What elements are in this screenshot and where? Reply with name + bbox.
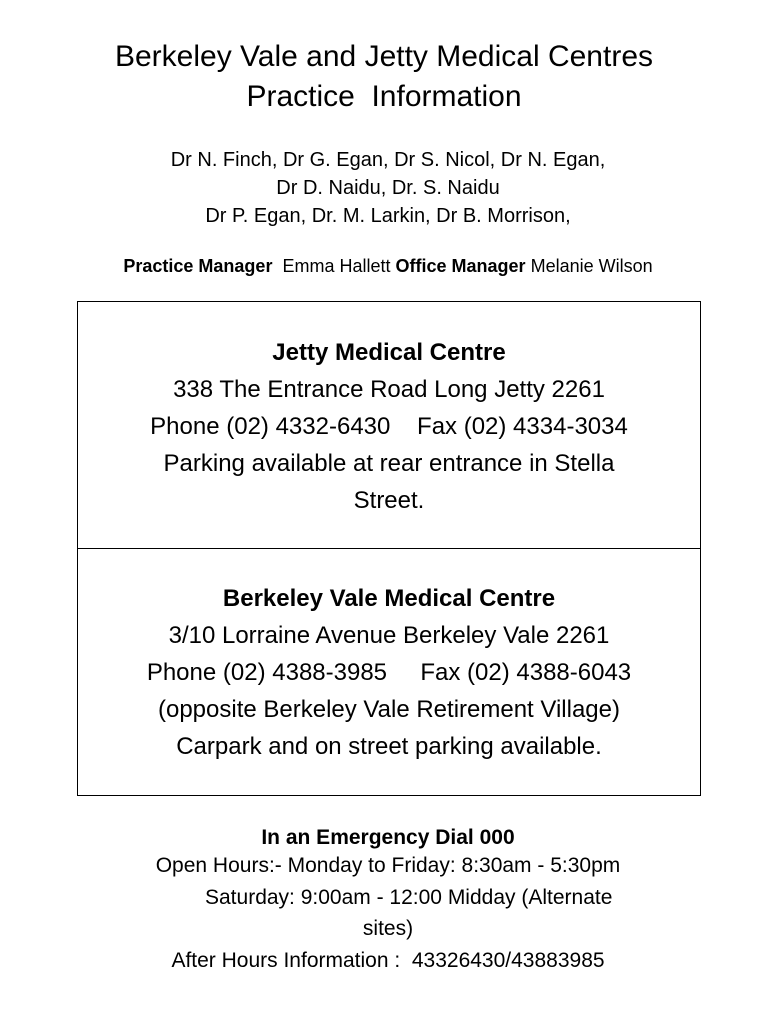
hours-weekday: Open Hours:- Monday to Friday: 8:30am - 5:30pm [155,854,621,877]
doctors-list [0,146,768,230]
document-subtitle: Practice Information [246,80,522,113]
table-divider [78,548,700,549]
locations-table [77,301,701,796]
hours-saturday-cont: sites) [362,917,414,940]
document-title: Berkeley Vale and Jetty Medical Centres [114,40,654,73]
office-manager-name: Melanie Wilson [530,256,653,276]
berkeley-centre-phone-fax: Phone (02) 4388-3985 Fax (02) 4388-6043 [146,659,632,686]
berkeley-centre-info [78,580,700,765]
jetty-centre-parking-cont: Street. [353,487,425,514]
doctors-line: Dr N. Finch, Dr G. Egan, Dr S. Nicol, Dr N. Egan, [170,149,606,171]
berkeley-centre-parking: Carpark and on street parking available. [176,733,602,760]
practice-manager-label: Practice Manager [123,256,273,276]
berkeley-centre-address: 3/10 Lorraine Avenue Berkeley Vale 2261 [168,622,610,649]
jetty-centre-info [78,334,700,519]
management-line [0,254,768,278]
after-hours-info: After Hours Information : 43326430/43883985 [171,949,605,972]
hours-saturday: Saturday: 9:00am - 12:00 Midday (Alternate [205,886,613,909]
doctors-line: Dr D. Naidu, Dr. S. Naidu [276,177,500,199]
doctors-line: Dr P. Egan, Dr. M. Larkin, Dr B. Morrison, [205,205,571,227]
jetty-centre-parking: Parking available at rear entrance in Stella [163,450,615,477]
jetty-centre-address: 338 The Entrance Road Long Jetty 2261 [173,376,605,403]
jetty-centre-name: Jetty Medical Centre [272,339,506,366]
office-manager-label: Office Manager [395,256,526,276]
berkeley-centre-landmark: (opposite Berkeley Vale Retirement Village) [157,696,620,723]
berkeley-centre-name: Berkeley Vale Medical Centre [222,585,556,612]
practice-manager-name: Emma Hallett [282,256,391,276]
jetty-centre-phone-fax: Phone (02) 4332-6430 Fax (02) 4334-3034 [150,413,628,440]
emergency-notice: In an Emergency Dial 000 [261,826,515,849]
